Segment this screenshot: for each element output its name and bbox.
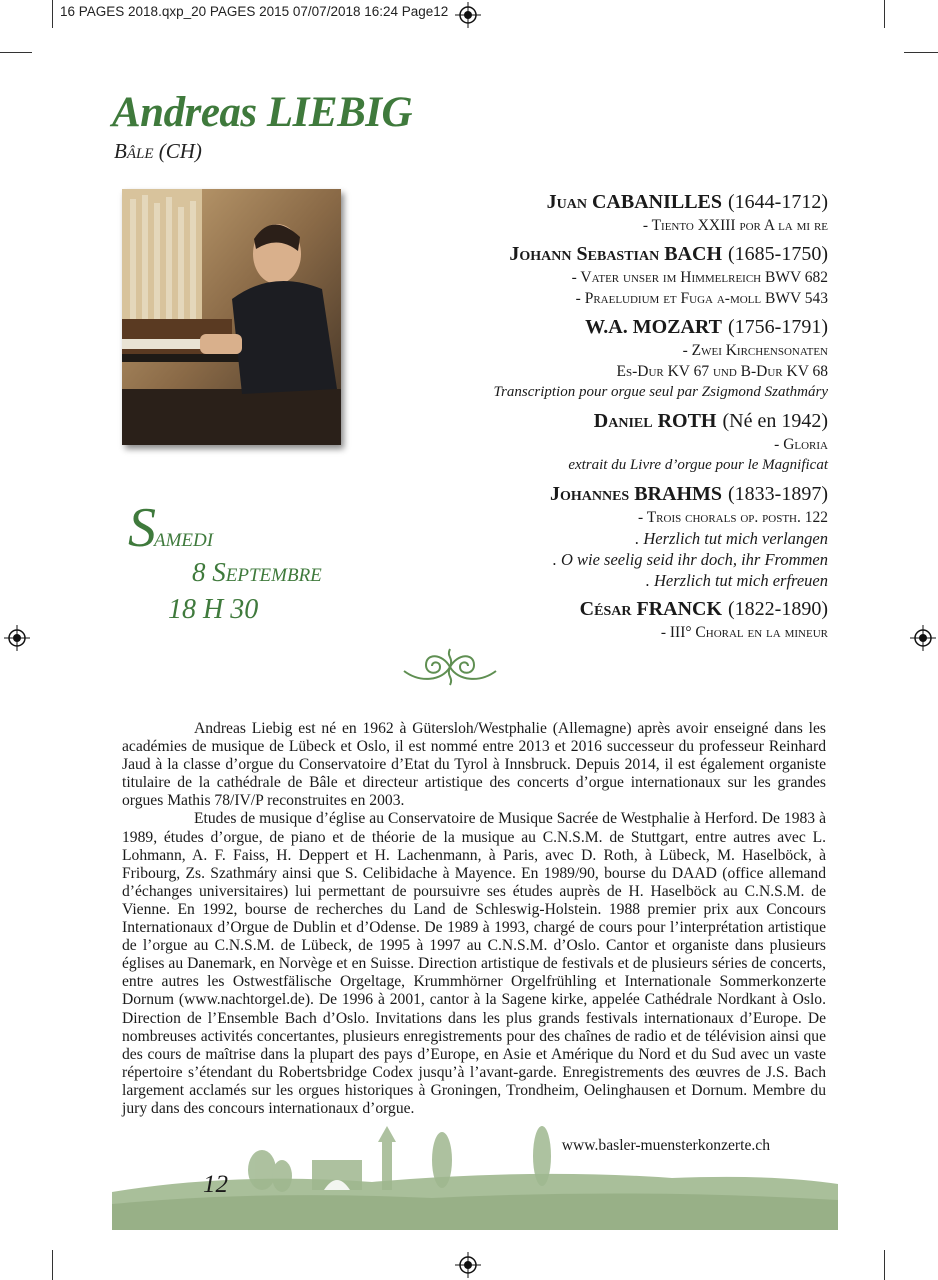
chorale-title: . Herzlich tut mich verlangen	[635, 529, 828, 548]
composer-dates: (1822-1890)	[728, 598, 828, 620]
work-title: - Tiento XXIII por A la mi re	[642, 217, 828, 234]
day-initial: S	[128, 497, 154, 559]
page-number: 12	[203, 1171, 228, 1198]
crop-mark	[904, 52, 938, 53]
composer-name: Johann Sebastian BACH	[509, 243, 723, 265]
bio-paragraph: Andreas Liebig est né en 1962 à Gütersloh/Westphalie (Allemagne) après avoir enseigné dans les académies de musique de Lübeck et Oslo, il est nommé entre 2013 et 2016 successeur du professeur Reinhard Jaud à la classe d’orgue du Conservatoire d’Etat du Tyrol à Innsbruck. Depuis 2014, il est également organiste titulaire de la cathédrale de Bâle et directeur artistique des concerts d’orgue internationaux sur les grandes orgues Mathis 78/IV/P reconstruites en 2003.	[122, 720, 826, 810]
composer-entry	[388, 409, 828, 434]
composer-dates: (1756-1791)	[728, 316, 828, 338]
composer-dates: (1685-1750)	[728, 243, 828, 265]
composer-entry	[388, 597, 828, 622]
crop-mark	[52, 1250, 53, 1280]
composer-name: César FRANCK	[579, 598, 723, 620]
work-title: - III° Choral en la mineur	[660, 624, 828, 641]
composer-name: W.A. MOZART	[585, 316, 723, 338]
chorale-title: . O wie seelig seid ihr doch, ihr Frommen	[552, 550, 828, 569]
bio-paragraph: Etudes de musique d’église au Conservatoire de Musique Sacrée de Westphalie à Herford. De 1983 à 1989, études d’orgue, de piano et de théorie de la musique au C.N.S.M. de Stuttgart, entre autres avec L. Lohmann, A. F. Faiss, H. Deppert et H. Lachenmann, à Paris, avec D. Roth, à Lübeck, M. Haselböck, à Fribourg, Zs. Szathmáry ainsi que S. Celibidache à Mayence. En 1989/90, bourse du DAAD (office allemand d’échanges universitaires) lui permettant de poursuivre ses études auprès de H. Haselböck au C.N.S.M. de Vienne. En 1992, bourse de recherches du Land de Schleswig-Holstein. 1988 premier prix aux Concours Internationaux d’Orgue de Dublin et d’Odense. De 1989 à 1993, chargé de cours pour l’interprétation artistique de l’orgue au C.N.S.M. de Lübeck, de 1995 à 1997 au C.N.S.M. d’Oslo. Cantor et organiste dans plusieurs églises au Danemark, en Norvège et en Suisse. Direction artistique de festivals et de plusieurs séries de concerts, entre autres les Ostwestfälische Orgeltage, Krummhörner Orgelfrühling et Internationale Sommerkonzerte Dornum (www.nachtorgel.de). De 1996 à 2001, cantor à la Sagene kirke, appelée Cathédrale Nordkant à Oslo. Direction de l’Ensemble Bach d’Oslo. Invitations dans les plus grands festivals internationaux d’Europe. De nombreuses activités concertantes, plusieurs enregistrements pour des chaînes de radio et de télévision ainsi que des cours de maîtrise dans la plupart des pays d’Europe, en Asie et Amérique du Nord et du Sud avec un vaste répertoire s’étendant du Robertsbridge Codex jusqu’à l’avant-garde. Enregistrements des œuvres de J.S. Bach largement acclamés sur les orgues historiques à Groningen, Trondheim, Oelinghausen et Dornum. Membre du jury dans des concours internationaux d’orgue.	[122, 810, 826, 1117]
file-slug: 16 PAGES 2018.qxp_20 PAGES 2015 07/07/2018 16:24 Page12	[60, 4, 449, 19]
concert-date-day: 8 Septembre	[192, 557, 322, 587]
composer-name: Johannes BRAHMS	[549, 483, 723, 505]
composer-entry	[388, 482, 828, 507]
work-note: Transcription pour orgue seul par Zsigmond Szathmáry	[493, 384, 828, 400]
work-note: extrait du Livre d’orgue pour le Magnificat	[568, 457, 828, 473]
chorale-title: . Herzlich tut mich erfreuen	[645, 571, 828, 590]
composer-dates: (1833-1897)	[728, 483, 828, 505]
composer-entry	[388, 190, 828, 215]
work-title: - Gloria	[774, 436, 828, 453]
work-title: - Praeludium et Fuga a-moll BWV 543	[575, 290, 828, 307]
composer-entry	[388, 315, 828, 340]
crop-mark	[884, 0, 885, 28]
ornament-flourish-icon	[400, 645, 500, 689]
composer-name: Daniel ROTH	[593, 410, 717, 432]
crop-mark	[0, 52, 32, 53]
concert-time: 18 H 30	[168, 594, 259, 625]
crop-mark	[884, 1250, 885, 1280]
concert-day: amedi	[154, 522, 214, 552]
biography	[122, 720, 826, 1118]
work-title: - Trois chorals op. posth. 122	[637, 509, 828, 526]
registration-mark-icon	[910, 625, 936, 651]
work-title: - Zwei Kirchensonaten	[682, 342, 828, 359]
registration-mark-icon	[455, 1252, 481, 1278]
program-list	[388, 184, 828, 643]
registration-mark-icon	[4, 625, 30, 651]
artist-photo	[122, 189, 341, 445]
work-title: - Vater unser im Himmelreich BWV 682	[571, 269, 828, 286]
composer-entry	[388, 242, 828, 267]
composer-dates: (Né en 1942)	[722, 410, 828, 432]
artist-name: Andreas LIEBIG	[112, 89, 413, 136]
artist-city: Bâle (CH)	[114, 139, 202, 163]
concert-date	[128, 496, 213, 560]
work-title: Es-Dur KV 67 und B-Dur KV 68	[616, 363, 828, 380]
website-link[interactable]: www.basler-muensterkonzerte.ch	[561, 1137, 770, 1154]
registration-mark-icon	[455, 2, 481, 28]
composer-name: Juan CABANILLES	[546, 191, 723, 213]
crop-mark	[52, 0, 53, 28]
composer-dates: (1644-1712)	[728, 191, 828, 213]
